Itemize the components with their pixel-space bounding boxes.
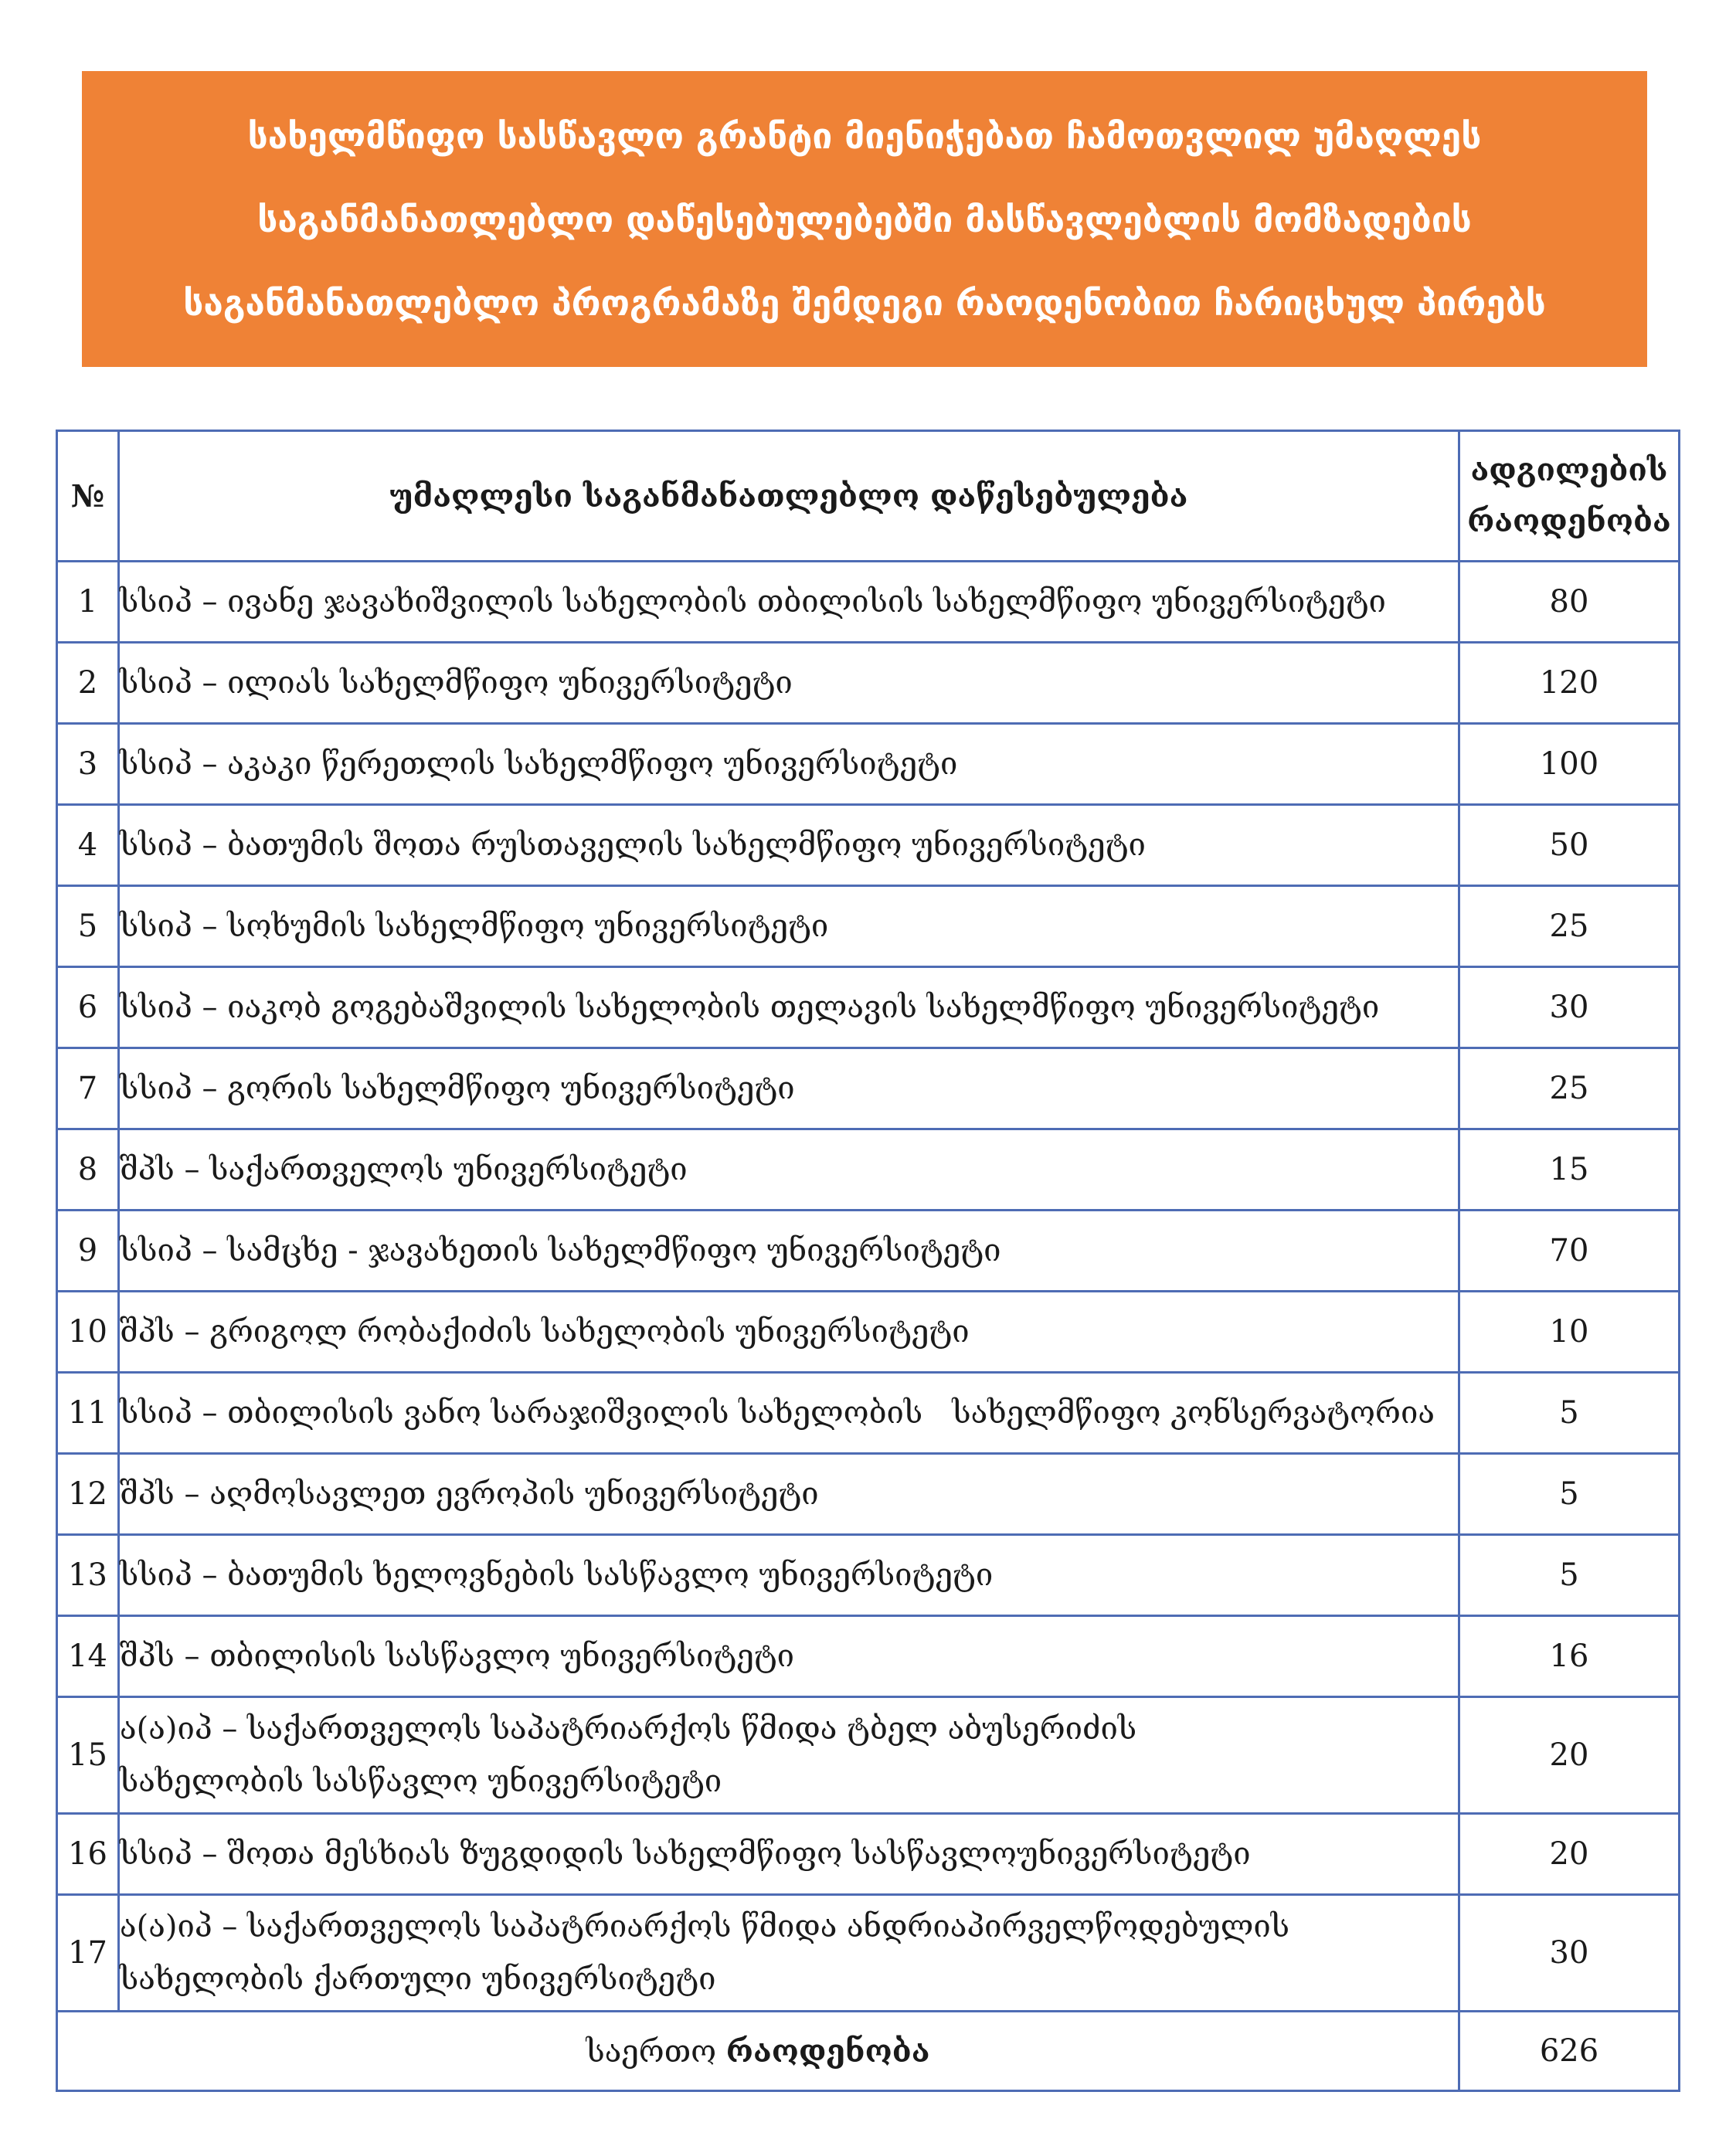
table-row [57,1048,1680,1129]
row-institution: სსიპ – სოხუმის სახელმწიფო უნივერსიტეტი [119,886,1459,967]
table-row [57,1697,1680,1814]
total-label-bold: რაოდენობა [725,2032,930,2070]
title-banner [82,71,1647,367]
row-institution: სსიპ – აკაკი წერეთლის სახელმწიფო უნივერსიტეტი [119,724,1459,805]
row-seats: 30 [1459,1895,1680,2012]
row-number: 2 [57,643,119,724]
row-institution: სსიპ – ილიას სახელმწიფო უნივერსიტეტი [119,643,1459,724]
total-label-prefix: საერთო [586,2033,717,2070]
total-label [57,2012,1459,2091]
row-number: 15 [57,1697,119,1814]
row-seats: 15 [1459,1129,1680,1211]
table-row [57,805,1680,886]
total-row [57,2012,1680,2091]
table-row [57,1814,1680,1895]
grants-table [56,430,1680,2092]
row-institution: სსიპ – გორის სახელმწიფო უნივერსიტეტი [119,1048,1459,1129]
banner-line-1: სახელმწიფო სასწავლო გრანტი მიენიჭებათ ჩამოთვლილ უმაღლეს [247,114,1482,157]
row-seats: 20 [1459,1697,1680,1814]
row-institution: სსიპ – ბათუმის შოთა რუსთაველის სახელმწიფო უნივერსიტეტი [119,805,1459,886]
row-institution: სსიპ – იაკობ გოგებაშვილის სახელობის თელავის სახელმწიფო უნივერსიტეტი [119,967,1459,1048]
row-seats: 5 [1459,1373,1680,1454]
row-seats: 120 [1459,643,1680,724]
header-seats-line-1: ადგილების [1470,452,1668,488]
row-number: 4 [57,805,119,886]
row-institution: სსიპ – თბილისის ვანო სარაჯიშვილის სახელობის სახელმწიფო კონსერვატორია [119,1373,1459,1454]
header-seats [1459,431,1680,562]
row-number: 3 [57,724,119,805]
row-institution: სსიპ – ივანე ჯავახიშვილის სახელობის თბილისის სახელმწიფო უნივერსიტეტი [119,562,1459,643]
row-institution: სსიპ – შოთა მესხიას ზუგდიდის სახელმწიფო სასწავლოუნივერსიტეტი [119,1814,1459,1895]
row-seats: 20 [1459,1814,1680,1895]
row-seats: 100 [1459,724,1680,805]
table-row [57,1129,1680,1211]
row-number: 13 [57,1535,119,1616]
row-institution-line-1: ა(ა)იპ – საქართველოს საპატრიარქოს წმიდა ანდრიაპირველწოდებულის [120,1909,1290,1944]
row-institution: შპს – საქართველოს უნივერსიტეტი [119,1129,1459,1211]
row-seats: 10 [1459,1292,1680,1373]
row-seats: 30 [1459,967,1680,1048]
table-row [57,1535,1680,1616]
row-seats: 50 [1459,805,1680,886]
table-row [57,1292,1680,1373]
row-number: 6 [57,967,119,1048]
row-seats: 25 [1459,886,1680,967]
header-number: № [57,431,119,562]
row-number: 14 [57,1616,119,1697]
row-institution: სსიპ – ბათუმის ხელოვნების სასწავლო უნივერსიტეტი [119,1535,1459,1616]
row-number: 16 [57,1814,119,1895]
row-seats: 16 [1459,1616,1680,1697]
row-number: 9 [57,1211,119,1292]
table-row [57,562,1680,643]
row-institution [119,1697,1459,1814]
row-number: 8 [57,1129,119,1211]
row-number: 5 [57,886,119,967]
row-number: 7 [57,1048,119,1129]
row-institution [119,1895,1459,2012]
table-row [57,1373,1680,1454]
row-institution: შპს – აღმოსავლეთ ევროპის უნივერსიტეტი [119,1454,1459,1535]
table-row [57,1454,1680,1535]
row-number: 10 [57,1292,119,1373]
table-row [57,724,1680,805]
table-row [57,1211,1680,1292]
row-seats: 70 [1459,1211,1680,1292]
total-value: 626 [1459,2012,1680,2091]
row-number: 1 [57,562,119,643]
table-row [57,1616,1680,1697]
row-number: 12 [57,1454,119,1535]
row-number: 11 [57,1373,119,1454]
header-seats-line-2: რაოდენობა [1467,503,1671,539]
row-seats: 5 [1459,1454,1680,1535]
row-institution-line-2: სახელობის სასწავლო უნივერსიტეტი [120,1764,722,1799]
table-header-row [57,431,1680,562]
row-seats: 80 [1459,562,1680,643]
banner-line-3: საგანმანათლებლო პროგრამაზე შემდეგი რაოდენობით ჩარიცხულ პირებს [183,281,1546,324]
row-seats: 25 [1459,1048,1680,1129]
row-institution: სსიპ – სამცხე - ჯავახეთის სახელმწიფო უნივერსიტეტი [119,1211,1459,1292]
row-institution-line-1: ა(ა)იპ – საქართველოს საპატრიარქოს წმიდა ტბელ აბუსერიძის [120,1711,1137,1747]
banner-line-2: საგანმანათლებლო დაწესებულებებში მასწავლებლის მომზადების [257,198,1472,240]
table-row [57,967,1680,1048]
row-institution: შპს – გრიგოლ რობაქიძის სახელობის უნივერსიტეტი [119,1292,1459,1373]
row-institution: შპს – თბილისის სასწავლო უნივერსიტეტი [119,1616,1459,1697]
table-row [57,643,1680,724]
row-institution-line-2: სახელობის ქართული უნივერსიტეტი [120,1961,716,1997]
row-number: 17 [57,1895,119,2012]
table-row [57,886,1680,967]
table-row [57,1895,1680,2012]
header-institution: უმაღლესი საგანმანათლებლო დაწესებულება [119,431,1459,562]
row-seats: 5 [1459,1535,1680,1616]
